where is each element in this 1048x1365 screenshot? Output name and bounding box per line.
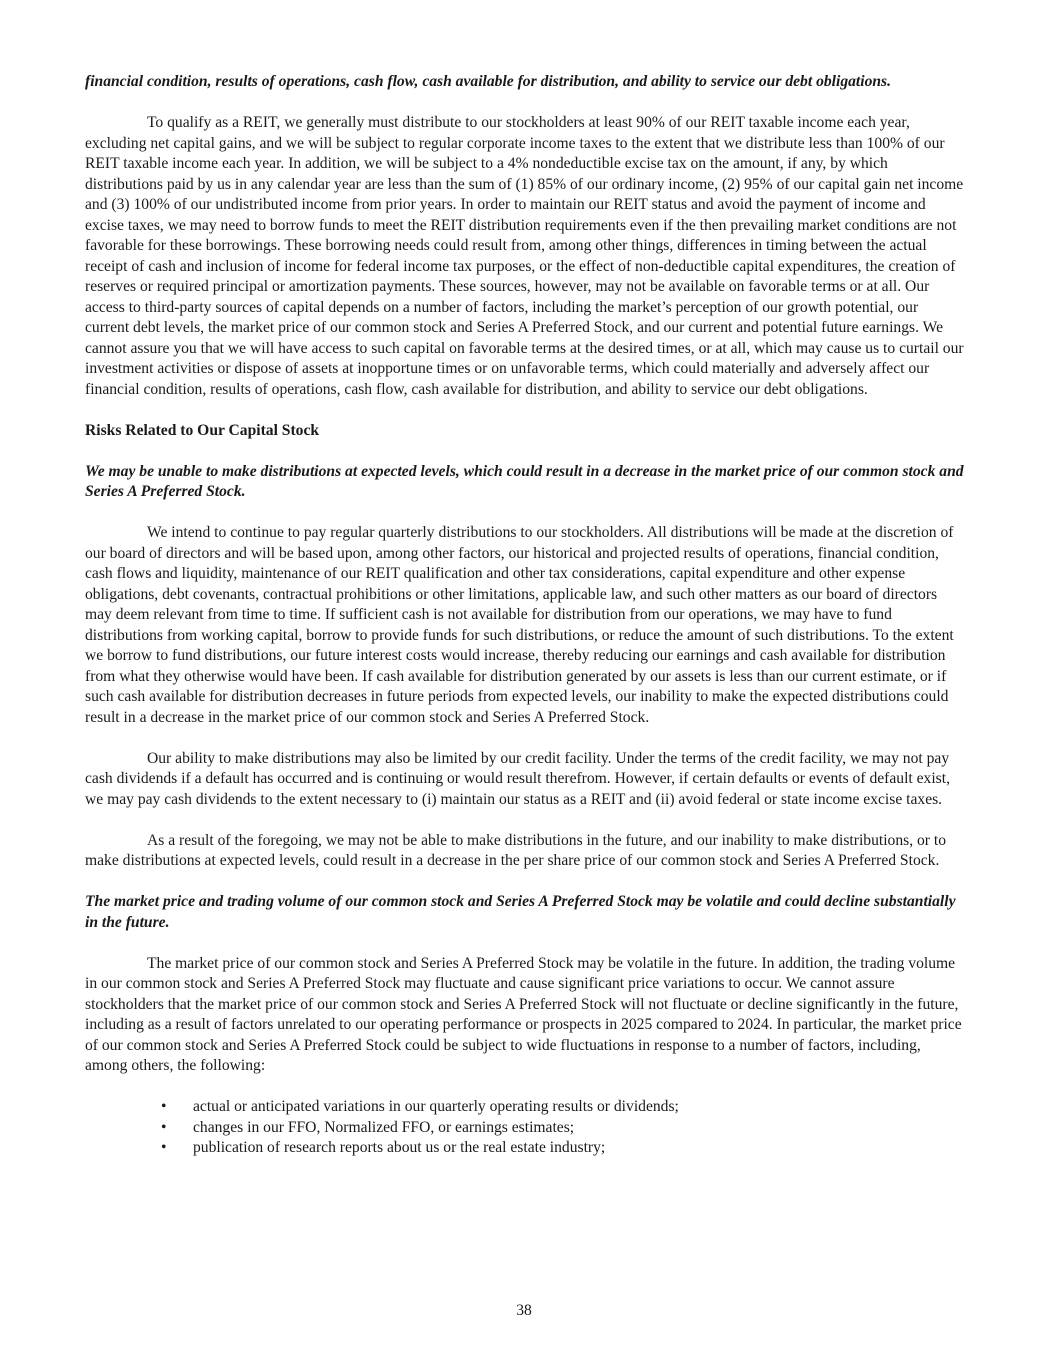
list-item [85, 1138, 965, 1159]
bullet-icon: • [161, 1139, 167, 1156]
document-page [85, 72, 965, 1159]
risk1-paragraph-3: As a result of the foregoing, we may not be able to make distributions in the future, and our inability to make distributions, or to make distributions at expected levels, could result in a decrease in the per share price of our common stock and Series A Preferred Stock. [85, 831, 947, 869]
bullet-icon: • [161, 1098, 167, 1115]
intro-paragraph: To qualify as a REIT, we generally must distribute to our stockholders at least 90% of our REIT taxable income each year, excluding net capital gains, and we will be subject to regular corporate income taxes to the extent that we distribute less than 100% of our REIT taxable income each year. In addition, we will be subject to a 4% nondeductible excise tax on the amount, if any, by which distributions paid by us in any calendar year are less than the sum of (1) 85% of our ordinary income, (2) 95% of our capital gain net income and (3) 100% of our undistributed income from prior years. In order to maintain our REIT status and avoid the payment of income and excise taxes, we may need to borrow funds to meet the REIT distribution requirements even if the then prevailing market conditions are not favorable for these borrowings. These borrowing needs could result from, among other things, differences in timing between the actual receipt of cash and inclusion of income for federal income tax purposes, or the effect of non-deductible capital expenditures, the creation of reserves or required principal or amortization payments. These sources, however, may not be available on favorable terms or at all. Our access to third-party sources of capital depends on a number of factors, including the market’s perception of our growth potential, our current debt levels, the market price of our common stock and Series A Preferred Stock, and our current and potential future earnings. We cannot assure you that we will have access to such capital on favorable terms at the desired times, or at all, which may cause us to curtail our investment activities or dispose of assets at inopportune times or on unfavorable terms, which could materially and adversely affect our financial condition, results of operations, cash flow, cash available for distribution, and ability to service our debt obligations. [85, 114, 964, 398]
section-heading: Risks Related to Our Capital Stock [85, 421, 320, 439]
list-item-text: publication of research reports about us or the real estate industry; [193, 1139, 606, 1156]
bullet-icon: • [161, 1118, 167, 1136]
risk1-paragraph-1: We intend to continue to pay regular quarterly distributions to our stockholders. All distributions will be made at the discretion of our board of directors and will be based upon, among other factors, our historical and projected results of operations, financial condition, cash flows and liquidity, maintenance of our REIT qualification and other tax considerations, capital expenditure and other expense obligations, debt covenants, contractual prohibitions or other limitations, applicable law, and such other matters as our board of directors may deem relevant from time to time. If sufficient cash is not available for distribution from our operations, we may have to fund distributions from working capital, borrow to provide funds for such distributions, or reduce the amount of such distributions. To the extent we borrow to fund distributions, our future interest costs would increase, thereby reducing our earnings and cash available for distribution from what they otherwise would have been. If cash available for distribution generated by our assets is less than our current estimate, or if such cash available for distribution decreases in future periods from expected levels, our inability to make the expected distributions could result in a decrease in the market price of our common stock and Series A Preferred Stock. [85, 524, 954, 726]
risk1-heading: We may be unable to make distributions at expected levels, which could result in a decrease in the market price of our common stock and Series A Preferred Stock. [85, 462, 964, 500]
page-number: 38 [516, 1302, 532, 1319]
risk2-heading: The market price and trading volume of our common stock and Series A Preferred Stock may be volatile and could decline substantially in the future. [85, 893, 956, 931]
intro-heading: financial condition, results of operations, cash flow, cash available for distribution, and ability to service our debt obligations. [85, 73, 892, 90]
list-item [85, 1118, 965, 1139]
list-item-text: changes in our FFO, Normalized FFO, or earnings estimates; [193, 1118, 575, 1136]
list-item [85, 1097, 965, 1118]
risk-factor-list [85, 1097, 965, 1159]
list-item-text: actual or anticipated variations in our quarterly operating results or dividends; [193, 1098, 679, 1115]
risk1-paragraph-2: Our ability to make distributions may also be limited by our credit facility. Under the terms of the credit facility, we may not pay cash dividends if a default has occurred and is continuing or would result therefrom. However, if certain defaults or events of default exist, we may pay cash dividends to the extent necessary to (i) maintain our status as a REIT and (ii) avoid federal or state income excise taxes. [85, 749, 950, 808]
risk2-paragraph: The market price of our common stock and Series A Preferred Stock may be volatile in the future. In addition, the trading volume in our common stock and Series A Preferred Stock may fluctuate and cause significant price variations to occur. We cannot assure stockholders that the market price of our common stock and Series A Preferred Stock will not fluctuate or decline significantly in the future, including as a result of factors unrelated to our operating performance or prospects in 2025 compared to 2024. In particular, the market price of our common stock and Series A Preferred Stock could be subject to wide fluctuations in response to a number of factors, including, among others, the following: [85, 954, 962, 1074]
